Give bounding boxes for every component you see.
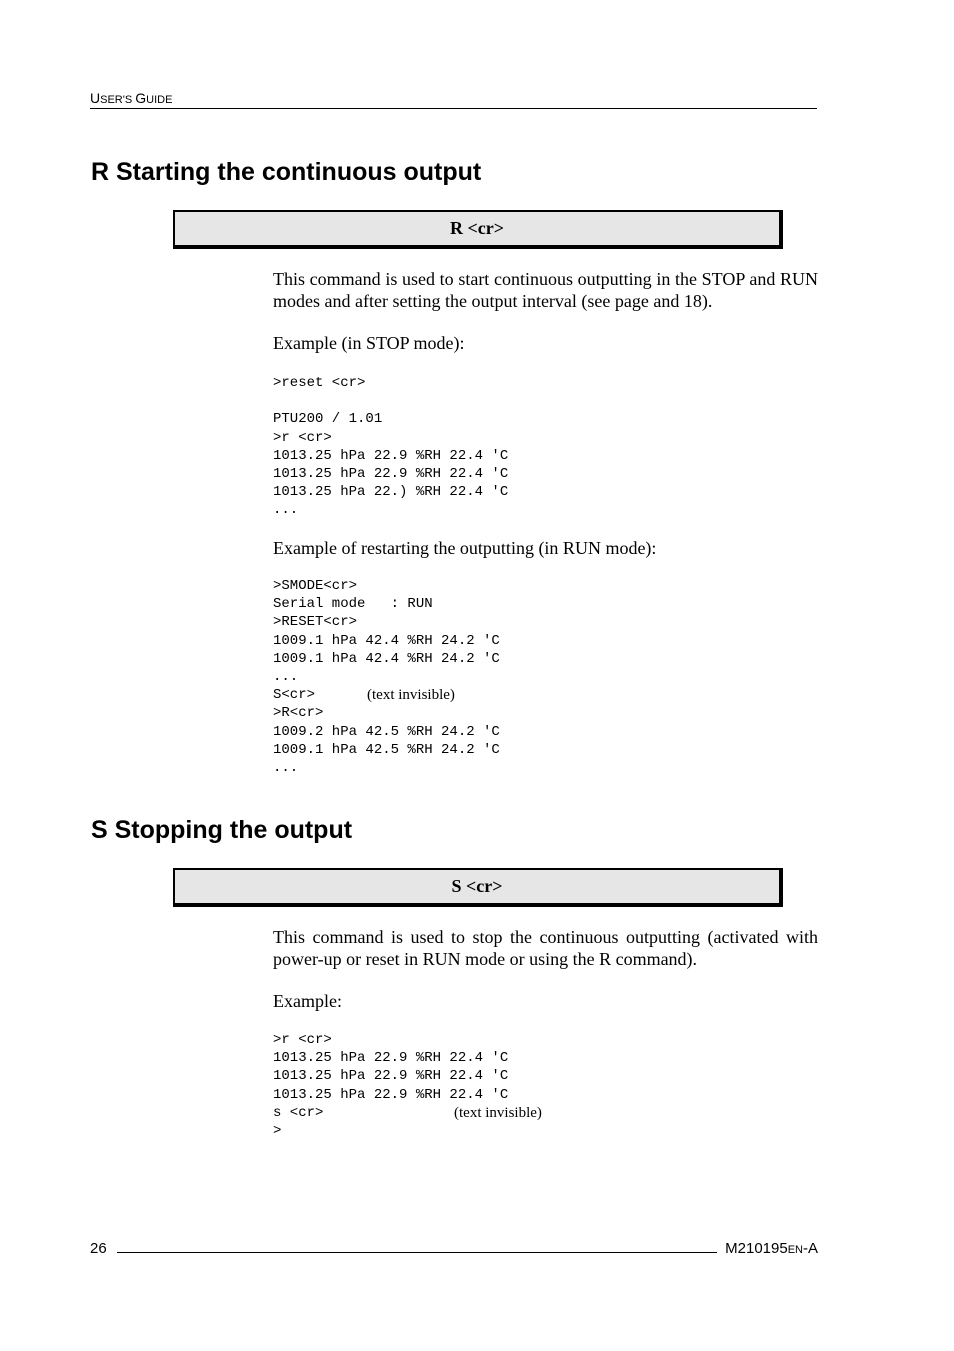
- code-line: 1013.25 hPa 22.9 %RH 22.4 'C: [273, 1050, 509, 1067]
- code-text: S<cr>: [273, 687, 316, 704]
- section-title-r: R Starting the continuous output: [91, 158, 482, 186]
- code-line: >r <cr>: [273, 429, 332, 446]
- code-line: [273, 1104, 542, 1122]
- code-line: 1009.1 hPa 42.4 %RH 24.2 'C: [273, 650, 500, 667]
- code-text: s <cr>: [273, 1104, 324, 1121]
- code-line: 1009.1 hPa 42.4 %RH 24.2 'C: [273, 632, 500, 649]
- example-label-s: Example:: [273, 991, 342, 1011]
- code-line: 1013.25 hPa 22.9 %RH 22.4 'C: [273, 1068, 509, 1085]
- document-code: M210195EN-A: [725, 1240, 818, 1257]
- code-example-run-mode: [273, 577, 500, 777]
- code-line: 1013.25 hPa 22.) %RH 22.4 'C: [273, 484, 509, 501]
- code-line: >: [273, 1122, 282, 1139]
- code-line: [273, 686, 500, 704]
- code-line: ...: [273, 668, 299, 685]
- code-line: ...: [273, 759, 299, 776]
- description-r: This command is used to start continuous outputting in the STOP and RUN modes and after setting the output interval (see page and 18).: [273, 269, 818, 311]
- code-line: Serial mode : RUN: [273, 596, 433, 613]
- code-line: >SMODE<cr>: [273, 578, 358, 594]
- code-line: >RESET<cr>: [273, 614, 358, 631]
- example-label-stop-mode: Example (in STOP mode):: [273, 333, 465, 353]
- command-box-r: [173, 210, 783, 249]
- code-line: 1009.1 hPa 42.5 %RH 24.2 'C: [273, 741, 500, 758]
- code-line: 1009.2 hPa 42.5 %RH 24.2 'C: [273, 723, 500, 740]
- code-line: >reset <cr>: [273, 375, 366, 391]
- code-line: >R<cr>: [273, 705, 324, 722]
- running-header: USER'S GUIDE: [90, 90, 817, 109]
- command-syntax: S <cr>: [451, 876, 503, 896]
- example-label-run-mode: Example of restarting the outputting (in RUN mode):: [273, 538, 657, 558]
- annotation-text-invisible: (text invisible): [367, 687, 455, 704]
- code-example-stop: [273, 1031, 542, 1140]
- code-line: [273, 392, 508, 410]
- command-box-s: [173, 868, 783, 907]
- footer-rule: [117, 1252, 717, 1253]
- description-s: This command is used to stop the continuous outputting (activated with power-up or reset in RUN mode or using the R command).: [273, 927, 818, 969]
- code-line: >r <cr>: [273, 1032, 332, 1048]
- annotation-text-invisible: (text invisible): [454, 1104, 542, 1121]
- code-line: 1013.25 hPa 22.9 %RH 22.4 'C: [273, 447, 509, 464]
- page-footer: [90, 1240, 818, 1257]
- page-number: 26: [90, 1240, 107, 1257]
- code-line: 1013.25 hPa 22.9 %RH 22.4 'C: [273, 465, 509, 482]
- code-line: ...: [273, 502, 299, 519]
- code-line: 1013.25 hPa 22.9 %RH 22.4 'C: [273, 1086, 509, 1103]
- code-example-stop-mode: [273, 374, 508, 520]
- code-line: PTU200 / 1.01: [273, 411, 383, 428]
- section-title-s: S Stopping the output: [91, 816, 353, 844]
- command-syntax: R <cr>: [450, 218, 504, 238]
